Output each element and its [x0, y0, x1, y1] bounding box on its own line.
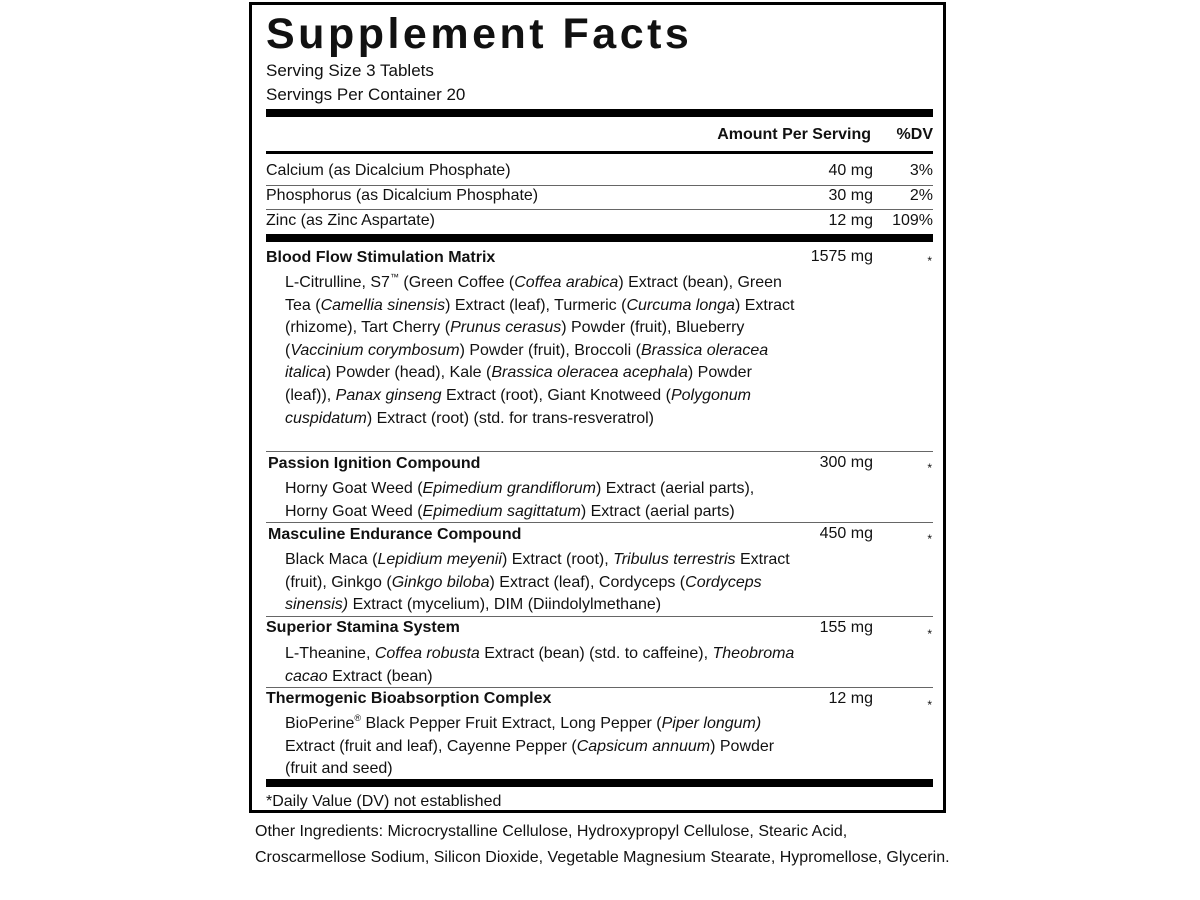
ingredient-text: ) Extract (rhizome), Tart Cherry (: [285, 296, 795, 337]
botanical-name: Vaccinium corymbosum: [290, 341, 460, 359]
nutrient-amount: 12 mg: [828, 212, 873, 229]
botanical-name: Brassica oleracea italica: [285, 341, 769, 382]
nutrient-name: Calcium (as Dicalcium Phosphate): [266, 162, 511, 179]
botanical-name: Capsicum annuum: [576, 737, 711, 755]
amount-per-serving-header: Amount Per Serving: [717, 126, 871, 143]
blend-dv-asterisk: *: [927, 698, 932, 712]
ingredient-text: ™: [389, 272, 399, 282]
blend-ingredients: [285, 643, 795, 688]
ingredient-text: L-Theanine,: [285, 645, 375, 662]
ingredient-text: Extract (bean): [327, 667, 433, 685]
blend-dv-asterisk: *: [927, 461, 932, 475]
ingredient-text: ) Extract (bean), Green Tea (: [285, 274, 782, 314]
ingredient-text: ) Extract (aerial parts): [580, 502, 735, 520]
nutrient-name: Phosphorus (as Dicalcium Phosphate): [266, 187, 539, 204]
ingredient-text: Black Pepper Fruit Extract, Long Pepper (: [361, 715, 662, 732]
ingredient-text: L-Citrulline, S7: [285, 274, 390, 291]
botanical-name: Ginkgo biloba: [391, 573, 490, 591]
ingredient-text: Extract (mycelium), DIM (Diindolylmethane): [348, 596, 662, 614]
blend-ingredients: [285, 478, 795, 523]
nutrient-amount: 40 mg: [828, 162, 873, 179]
blend-amount: 155 mg: [819, 619, 873, 636]
ingredient-text: Horny Goat Weed (: [285, 480, 423, 497]
botanical-name: Coffea arabica: [514, 274, 619, 291]
header-divider: [266, 151, 933, 154]
dv-footnote: *Daily Value (DV) not established: [266, 793, 502, 810]
botanical-name: Brassica oleracea acephala: [491, 364, 688, 382]
ingredient-text: ) Extract (aerial parts), Horny Goat Weed (: [285, 480, 755, 520]
botanical-name: Coffea robusta: [374, 645, 480, 662]
ingredient-text: BioPerine: [285, 715, 355, 732]
blend-name: Blood Flow Stimulation Matrix: [266, 249, 496, 266]
nutrient-amount: 30 mg: [828, 187, 873, 204]
blend-name: Masculine Endurance Compound: [268, 526, 522, 543]
ingredient-text: Extract (root), Giant Knotweed (: [441, 386, 671, 404]
nutrient-dv: 109%: [892, 212, 933, 229]
botanical-name: Piper longum): [661, 715, 762, 732]
botanical-name: Camellia sinensis: [320, 296, 446, 314]
ingredient-text: (Green Coffee (: [398, 274, 515, 291]
ingredient-text: ) Powder (head), Kale (: [325, 364, 492, 382]
botanical-name: Polygonum cuspidatum: [285, 386, 751, 427]
dv-header: %DV: [896, 126, 933, 143]
thick-divider: [266, 779, 933, 787]
blend-dv-asterisk: *: [927, 627, 932, 641]
ingredient-text: ) Powder (leaf)),: [285, 364, 752, 404]
botanical-name: Epimedium sagittatum: [422, 502, 581, 520]
blend-name: Superior Stamina System: [266, 619, 460, 636]
blend-dv-asterisk: *: [927, 532, 932, 546]
blend-amount: 1575 mg: [810, 248, 873, 265]
ingredient-text: ) Extract (leaf), Turmeric (: [445, 296, 627, 314]
blend-amount: 450 mg: [819, 525, 873, 542]
ingredient-text: Extract (bean) (std. to caffeine),: [479, 645, 713, 662]
other-ingredients: Other Ingredients: Microcrystalline Cellulose, Hydroxypropyl Cellulose, Stearic Acid, Croscarmellose Sodium, Silicon Dioxide, Vegetable Magnesium Stearate, Hypromellose, Glycerin.: [255, 823, 950, 866]
thick-divider: [266, 109, 933, 117]
botanical-name: Curcuma longa: [626, 296, 735, 314]
botanical-name: Panax ginseng: [335, 386, 442, 404]
ingredient-text: ) Powder (fruit), Blueberry (: [285, 319, 745, 359]
botanical-name: Cordyceps sinensis): [285, 573, 762, 614]
blend-ingredients: [285, 713, 795, 781]
ingredient-text: Extract (fruit and leaf), Cayenne Pepper (: [285, 737, 577, 755]
blend-amount: 300 mg: [819, 454, 873, 471]
botanical-name: Epimedium grandiflorum: [422, 480, 596, 497]
serving-size: Serving Size 3 Tablets: [266, 61, 434, 80]
servings-per-container: Servings Per Container 20: [266, 85, 466, 104]
nutrient-dv: 3%: [909, 162, 933, 179]
botanical-name: Lepidium meyenii: [377, 551, 502, 568]
ingredient-text: ) Extract (root) (std. for trans-resveratrol): [366, 409, 654, 427]
botanical-name: Theobroma cacao: [285, 645, 795, 685]
ingredient-text: ®: [354, 713, 362, 723]
supplement-facts-panel: [249, 2, 946, 813]
blend-amount: 12 mg: [828, 690, 873, 707]
nutrient-dv: 2%: [909, 187, 933, 204]
ingredient-text: Extract (fruit), Ginkgo (: [285, 551, 790, 591]
botanical-name: Tribulus terrestris: [613, 551, 736, 568]
blend-ingredients: [285, 272, 795, 430]
ingredient-text: ) Powder (fruit), Broccoli (: [459, 341, 641, 359]
nutrient-name: Zinc (as Zinc Aspartate): [266, 212, 435, 229]
ingredient-text: ) Extract (leaf), Cordyceps (: [489, 573, 686, 591]
ingredient-text: ) Powder (fruit and seed): [285, 737, 775, 778]
botanical-name: Prunus cerasus: [450, 319, 562, 337]
ingredient-text: Black Maca (: [285, 551, 378, 568]
panel-title: Supplement Facts: [266, 10, 693, 58]
ingredient-text: ) Extract (root),: [501, 551, 614, 568]
blend-dv-asterisk: *: [927, 254, 932, 268]
blend-name: Passion Ignition Compound: [268, 455, 481, 472]
blend-name: Thermogenic Bioabsorption Complex: [266, 690, 552, 707]
thick-divider: [266, 234, 933, 242]
blend-ingredients: [285, 549, 795, 617]
